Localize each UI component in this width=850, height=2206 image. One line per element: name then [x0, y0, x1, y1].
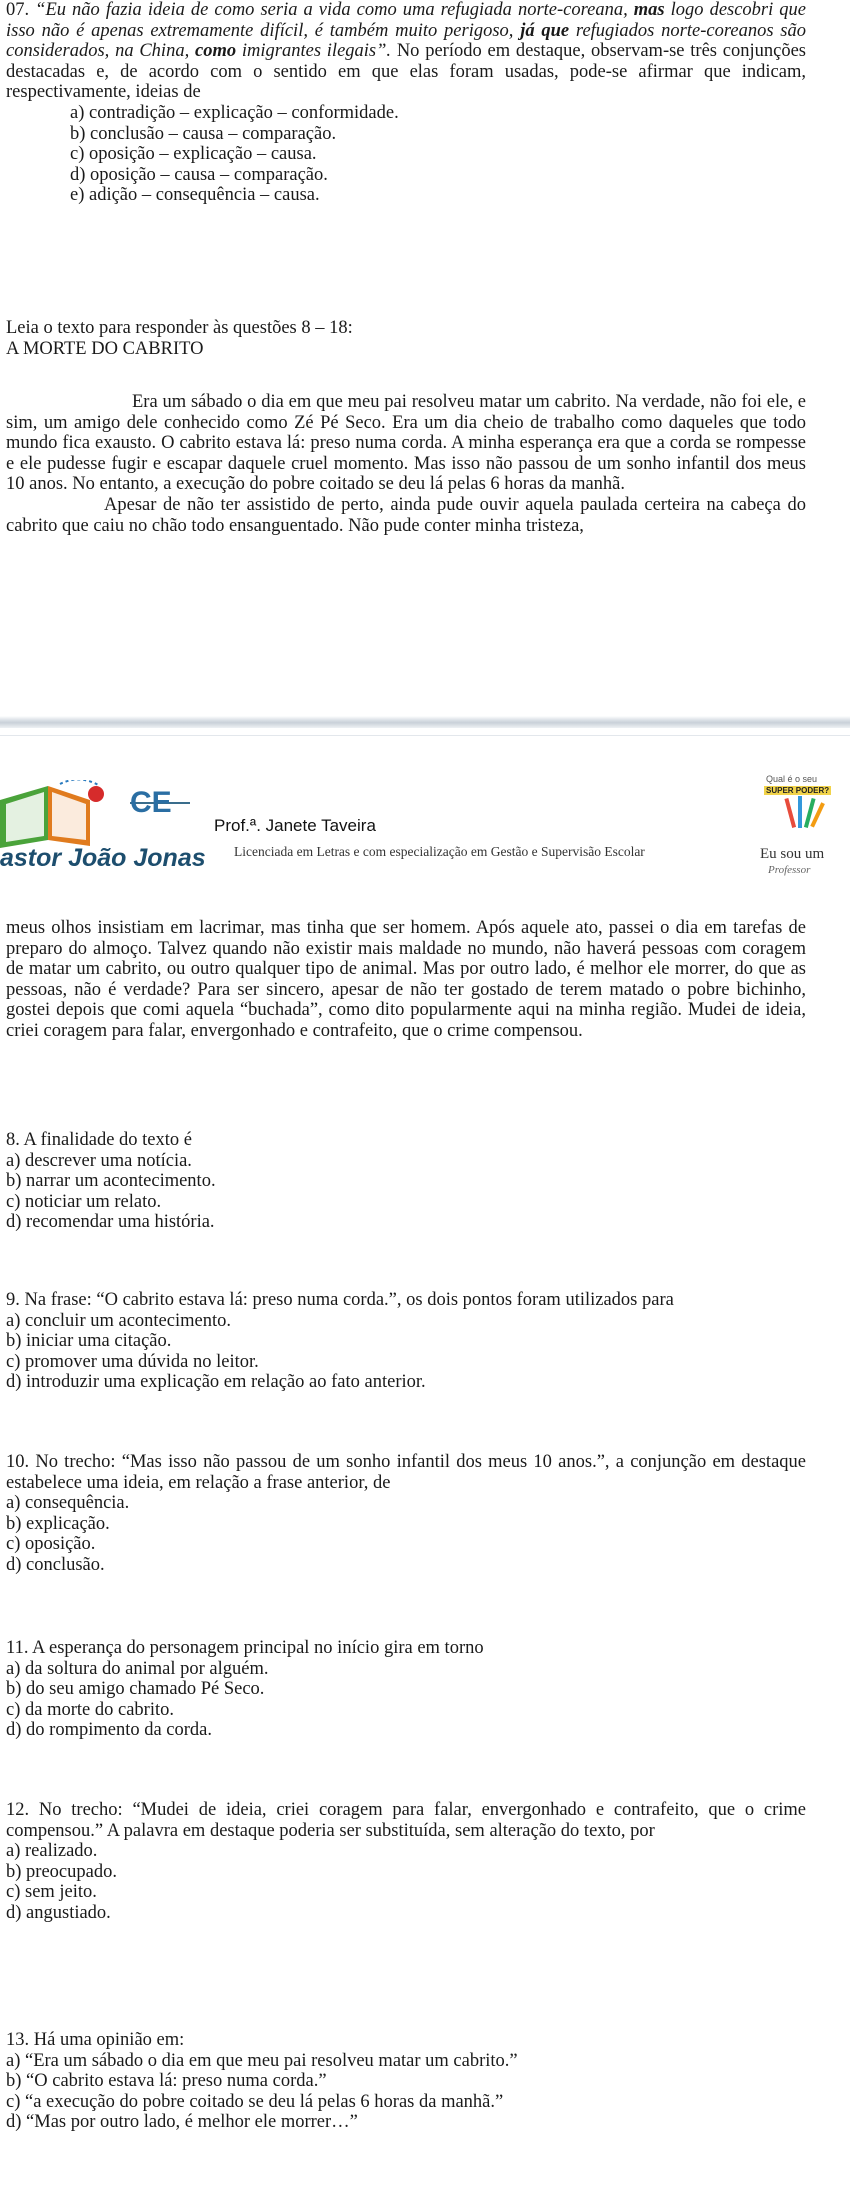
paragraph-1: Era um sábado o dia em que meu pai resolveu matar um cabrito. Na verdade, não foi ele, e sim, um amigo dele conhecido como Zé Pé Seco. Era um dia cheio de trabalho como daqueles que todo mundo fica exausto. O cabrito estava lá: preso numa corda. A minha esperança era que a corda se rompesse e ele pudesse fugir e escapar daquele cruel momento. Mas isso não passou de um sonho infantil dos meus 10 anos. No entanto, a execução do pobre coitado se deu lá pelas 6 horas da manhã. — [6, 392, 806, 495]
logo-name: astor João Jonas — [0, 844, 206, 872]
option[interactable]: a) consequência. — [6, 1493, 130, 1514]
text-title: A MORTE DO CABRITO — [6, 339, 204, 359]
badge-question: Qual é o seu — [766, 774, 818, 784]
question-12-stem: 12. No trecho: “Mudei de ideia, criei coragem para falar, envergonhado e contrafeito, que o crime compensou.” A palavra em destaque poderia ser substituída, sem alteração do texto, por — [6, 1800, 806, 1841]
option[interactable]: a) realizado. — [6, 1841, 98, 1862]
option[interactable]: b) narrar um acontecimento. — [6, 1171, 216, 1192]
option[interactable]: c) oposição – explicação – causa. — [70, 144, 317, 165]
paragraph-2: Apesar de não ter assistido de perto, ainda pude ouvir aquela paulada certeira na cabeça do cabrito que caiu no chão todo ensanguentado. Não pude conter minha tristeza, — [6, 494, 806, 536]
question-9-stem: 9. Na frase: “O cabrito estava lá: preso numa corda.”, os dois pontos foram utilizados para — [6, 1290, 674, 1310]
paragraph-3: meus olhos insistiam em lacrimar, mas tinha que ser homem. Após aquele ato, passei o dia em tarefas de preparo do almoço. Talvez quando não existir mais maldade no mundo, não haverá pessoas com coragem de matar um cabrito, ou outro qualquer tipo de animal. Mas por outro lado, é melhor ele morrer, do que as pessoas, não é verdade? Para ser sincero, apesar de não ter gostado de terem matado o pobre bichinho, gostei depois que comi aquela “buchada”, como dito popularmente aqui na minha região. Mudei de ideia, criei coragem para falar, envergonhado e contrafeito, que o crime compensou. — [6, 918, 806, 1041]
question-11-stem: 11. A esperança do personagem principal no início gira em torno — [6, 1638, 484, 1658]
option[interactable]: d) oposição – causa – comparação. — [70, 164, 328, 185]
question-7-stem: 07. “Eu não fazia ideia de como seria a vida como uma refugiada norte-coreana, mas logo descobri que isso não é apenas extremamente difícil, é também muito perigoso, já que refugiados norte-coreanos são considerados, na China, como imigrantes ilegais”. No período em destaque, observam-se três conjunções destacadas e, de acordo com o sentido em que elas foram usadas, pode-se afirmar que indicam, respectivamente, ideias de — [6, 0, 807, 103]
question-10 — [6, 1452, 806, 1576]
page-separator-line — [0, 735, 850, 736]
option[interactable]: c) “a execução do pobre coitado se deu lá pelas 6 horas da manhã.” — [6, 2091, 504, 2112]
option[interactable]: b) explicação. — [6, 1513, 110, 1534]
option[interactable]: e) adição – consequência – causa. — [70, 185, 320, 206]
option[interactable]: b) preocupado. — [6, 1861, 117, 1882]
option[interactable]: a) “Era um sábado o dia em que meu pai resolveu matar um cabrito.” — [6, 2050, 518, 2071]
option[interactable]: c) oposição. — [6, 1534, 96, 1555]
option[interactable]: b) “O cabrito estava lá: preso numa corda.” — [6, 2071, 327, 2092]
text-body-part1 — [6, 392, 806, 536]
badge-role: Professor — [768, 864, 811, 876]
option[interactable]: b) iniciar uma citação. — [6, 1331, 172, 1352]
teacher-header — [0, 760, 850, 880]
badge-title: SUPER PODER? — [766, 786, 830, 795]
super-power-badge — [758, 772, 848, 844]
option[interactable]: d) recomendar uma história. — [6, 1212, 215, 1233]
question-8-stem: 8. A finalidade do texto é — [6, 1130, 192, 1150]
question-12 — [6, 1800, 806, 1924]
question-11 — [6, 1638, 806, 1741]
option[interactable]: a) da soltura do animal por alguém. — [6, 1658, 269, 1679]
option[interactable]: c) noticiar um relato. — [6, 1191, 162, 1212]
question-8 — [6, 1130, 806, 1233]
option[interactable]: c) sem jeito. — [6, 1882, 97, 1903]
teacher-name: Prof.ª. Janete Taveira — [214, 816, 376, 835]
teacher-credentials: Licenciada em Letras e com especialização em Gestão e Supervisão Escolar — [234, 844, 645, 859]
option[interactable]: d) conclusão. — [6, 1554, 105, 1575]
question-7 — [6, 0, 806, 206]
logo-letters: CE — [130, 786, 172, 819]
option[interactable]: d) “Mas por outro lado, é melhor ele morrer…” — [6, 2112, 358, 2133]
option[interactable]: d) angustiado. — [6, 1902, 111, 1923]
option[interactable]: c) promover uma dúvida no leitor. — [6, 1351, 259, 1372]
reading-instruction: Leia o texto para responder às questões 8 – 18: — [6, 318, 353, 338]
question-9 — [6, 1290, 806, 1393]
question-7-options — [6, 103, 806, 206]
option[interactable]: b) conclusão – causa – comparação. — [70, 123, 337, 144]
option[interactable]: d) introduzir uma explicação em relação ao fato anterior. — [6, 1372, 426, 1393]
option[interactable]: b) do seu amigo chamado Pé Seco. — [6, 1679, 265, 1700]
option[interactable]: a) concluir um acontecimento. — [6, 1310, 231, 1331]
badge-eu-sou: Eu sou um — [760, 846, 825, 862]
option[interactable]: a) contradição – explicação – conformidade. — [70, 102, 399, 123]
option[interactable]: a) descrever uma notícia. — [6, 1150, 192, 1171]
option[interactable]: d) do rompimento da corda. — [6, 1720, 213, 1741]
question-10-stem: 10. No trecho: “Mas isso não passou de um sonho infantil dos meus 10 anos.”, a conjunção em destaque estabelece uma ideia, em relação a frase anterior, de — [6, 1452, 806, 1493]
page-separator — [0, 716, 850, 728]
question-13 — [6, 2030, 806, 2133]
option[interactable]: c) da morte do cabrito. — [6, 1699, 174, 1720]
question-13-stem: 13. Há uma opinião em: — [6, 2030, 185, 2050]
